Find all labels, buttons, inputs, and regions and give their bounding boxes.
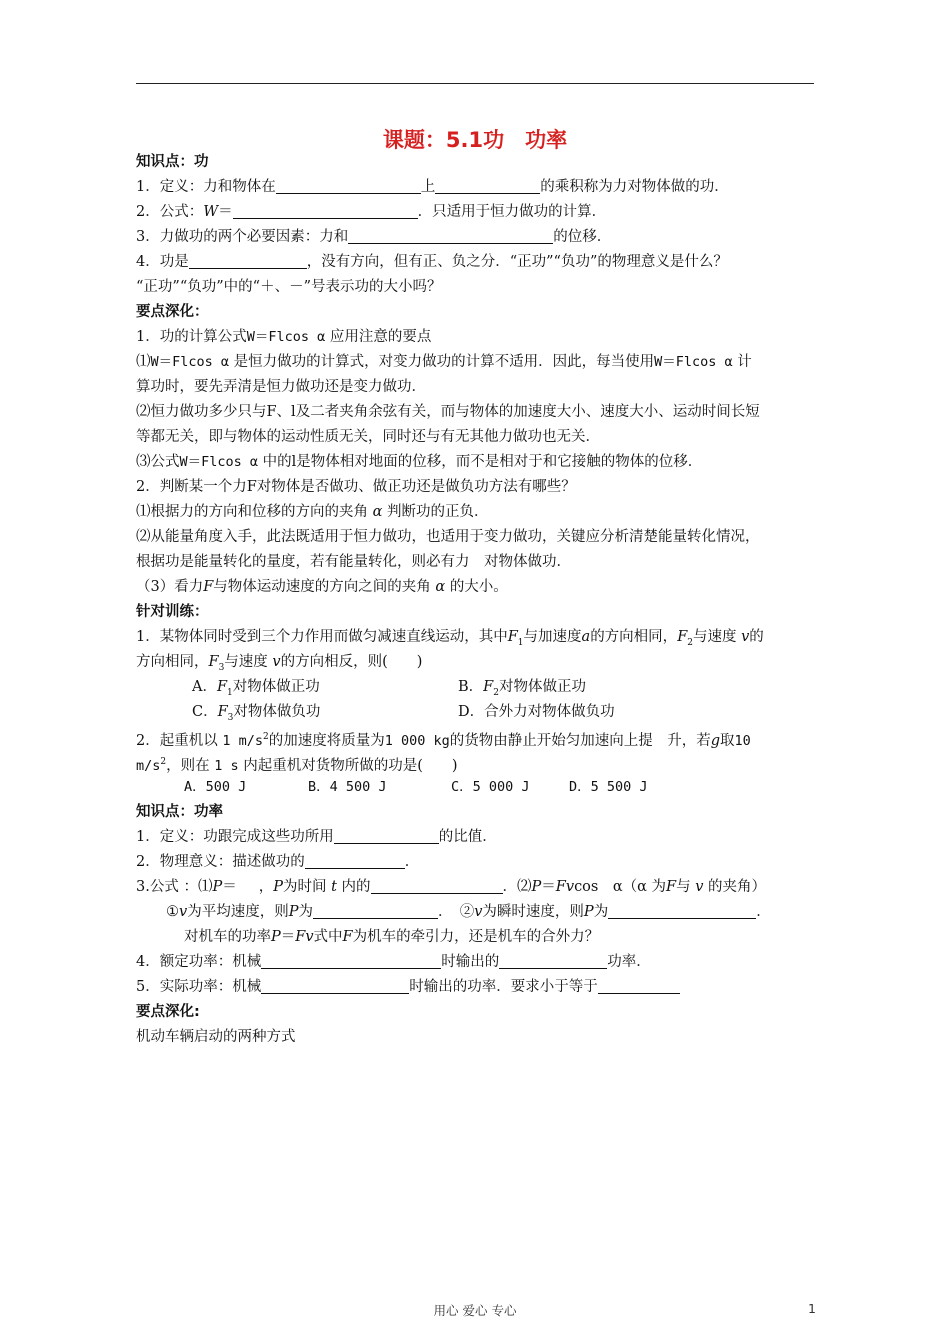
text-run: 内的 xyxy=(341,879,371,895)
text-run: ① xyxy=(166,904,179,920)
text-run: 3 xyxy=(227,712,234,723)
text-run: 功率． xyxy=(607,954,651,970)
text-run: ． ② xyxy=(437,904,475,920)
text-run: 2．起重机以 xyxy=(136,732,218,749)
text-run: F xyxy=(666,879,677,895)
text-run: F xyxy=(208,654,219,670)
blank xyxy=(233,202,418,219)
text-run: 为 xyxy=(593,904,609,920)
blank xyxy=(261,952,441,969)
option-a[interactable] xyxy=(192,675,458,700)
text-run: F xyxy=(217,704,228,720)
text-run: 2 xyxy=(493,687,499,698)
text-run: F xyxy=(342,929,353,945)
text-run: ，则在 xyxy=(166,757,210,774)
vehicle-startup-modes: 机动车辆启动的两种方式 xyxy=(136,1029,296,1045)
text-run: v xyxy=(695,879,704,895)
power-formula xyxy=(136,875,852,900)
key-point-1-3: ⑶公式W＝Flcos α 中的l是物体相对地面的位移，而不是相对于和它接触的物体的位移． xyxy=(136,454,703,470)
text-run: P xyxy=(271,929,281,945)
blank xyxy=(313,902,438,919)
blank xyxy=(305,852,405,869)
section-heading-key-points-2: 要点深化: xyxy=(136,1004,200,1020)
text-run: 对机车的功率 xyxy=(184,929,271,945)
text-run: v xyxy=(474,904,483,920)
text-run: 5．实际功率：机械 xyxy=(136,979,262,995)
key-point-1-2: ⑵恒力做功多少只与F、l及二者夹角余弦有关，而与物体的加速度大小、速度大小、运动时间长短 xyxy=(136,404,760,420)
text-run: ＝ xyxy=(541,879,556,895)
q2-option-a[interactable]: A．500 J xyxy=(184,779,247,795)
text-run: 2 xyxy=(160,757,167,767)
blank xyxy=(261,977,409,994)
rated-power xyxy=(136,950,852,975)
text-run: 时输出的功率．要求小于等于 xyxy=(409,979,598,995)
work-formula: 2．公式：W＝ ．只适用于恒力做功的计算． xyxy=(136,204,607,220)
question-1 xyxy=(136,625,852,650)
blank xyxy=(189,252,307,269)
blank xyxy=(499,952,607,969)
text-run: 1．某物体同时受到三个力作用而做匀减速直线运动，其中 xyxy=(136,629,508,645)
page-title: 课题：5.1功 功率 xyxy=(382,128,568,152)
text-run: cos α（α 为 xyxy=(574,879,667,895)
text-run: 的夹角） xyxy=(708,879,767,895)
text-run: ．⑵ xyxy=(502,879,532,895)
footer-motto: 用心 爱心 专心 xyxy=(433,1303,517,1318)
question-1-options-cd xyxy=(136,700,852,725)
text-run: A． xyxy=(192,679,217,695)
text-run: 对物体做负功 xyxy=(233,704,321,720)
section-heading-work: 知识点：功 xyxy=(136,154,209,170)
page-number: 1 xyxy=(808,1301,816,1316)
text-run: 式中 xyxy=(313,929,343,945)
text-run: 的比值． xyxy=(438,829,497,845)
text-run: P xyxy=(288,904,299,920)
text-run: 2 xyxy=(687,637,693,648)
work-scalar: 4．功是 ，没有方向，但有正、负之分．“正功”“负功”的物理意义是什么？ xyxy=(136,254,728,270)
text-run: 4．额定功率：机械 xyxy=(136,954,262,970)
text-run: 的方向相反，则( ) xyxy=(280,654,423,670)
text-run: v xyxy=(272,654,281,670)
text-run: 为瞬时速度，则 xyxy=(482,904,584,920)
text-run: 1 m/s xyxy=(222,732,263,749)
q2-option-b[interactable]: B．4 500 J xyxy=(308,779,387,795)
blank xyxy=(334,827,439,844)
work-factors: 3．力做功的两个必要因素：力和 的位移． xyxy=(136,229,612,245)
text-run: 的 xyxy=(749,629,764,645)
text-run: v xyxy=(179,904,188,920)
key-point-1-1: ⑴W＝Flcos α 是恒力做功的计算式，对变力做功的计算不适用．因此，每当使用W＝Flcos α 计 xyxy=(136,354,752,370)
text-run: 1 xyxy=(227,687,233,698)
text-run: C． xyxy=(192,704,218,720)
text-run: P xyxy=(583,904,594,920)
option-d[interactable]: D．合外力对物体做负功 xyxy=(458,704,615,720)
text-run: F xyxy=(677,629,688,645)
text-run: 的方向相同， xyxy=(590,629,678,645)
blank xyxy=(598,977,680,994)
section-heading-power: 知识点：功率 xyxy=(136,804,223,820)
text-run: P xyxy=(531,879,542,895)
text-run: g xyxy=(710,732,721,749)
question-1-cont xyxy=(136,650,852,675)
text-run: 1．定义：功跟完成这些功所用 xyxy=(136,829,334,845)
key-point-2-2-cont: 根据功是能量转化的量度，若有能量转化，则必有力 对物体做功． xyxy=(136,554,571,570)
blank xyxy=(348,227,553,244)
text-run: 2．物理意义：描述做功的 xyxy=(136,854,305,870)
text-run: 2 xyxy=(262,732,269,742)
text-run: 为机车的牵引力，还是机车的合外力？ xyxy=(352,929,600,945)
question-1-options-ab xyxy=(136,675,852,700)
text-run: ． xyxy=(756,904,771,920)
text-run: 10 xyxy=(734,732,751,749)
text-run: 与速度 xyxy=(692,629,737,645)
text-run: 为 xyxy=(298,904,313,920)
section-heading-key-points: 要点深化： xyxy=(136,304,209,320)
text-run: 1 xyxy=(517,637,524,648)
text-run: 与加速度 xyxy=(523,629,582,645)
text-run: ， xyxy=(258,879,274,895)
text-run: 为平均速度，则 xyxy=(187,904,289,920)
text-run: 对物体做正功 xyxy=(498,679,586,695)
text-run: B． xyxy=(458,679,484,695)
text-run: Fv xyxy=(555,879,575,895)
text-run: 1 s xyxy=(214,757,239,774)
work-sign-question: “正功”“负功”中的“＋、－”号表示功的大小吗？ xyxy=(136,279,442,295)
blank xyxy=(435,177,540,194)
text-run: 时输出的 xyxy=(441,954,500,970)
text-run: 内起重机对货物所做的功是( ) xyxy=(243,757,458,774)
question-2-cont xyxy=(136,750,852,775)
text-run: 与 xyxy=(676,879,691,895)
key-point-1-2-cont: 等都无关，即与物体的运动性质无关，同时还与有无其他力做功也无关． xyxy=(136,429,600,445)
text-run: P xyxy=(273,879,283,895)
text-run: a xyxy=(581,629,591,645)
text-run: ． xyxy=(404,854,420,870)
text-run: 取 xyxy=(720,732,735,749)
power-meaning xyxy=(136,850,852,875)
key-point-2-2: ⑵从能量角度入手，此法既适用于恒力做功，也适用于变力做功，关键应分析清楚能量转化情况， xyxy=(136,529,760,545)
text-run: 与速度 xyxy=(224,654,268,670)
blank xyxy=(276,177,421,194)
power-definition xyxy=(136,825,852,850)
key-point-1: 1．功的计算公式W＝Flcos α 应用注意的要点 xyxy=(136,329,432,345)
q2-option-c[interactable]: C．5 000 J xyxy=(451,779,530,795)
text-run: F xyxy=(216,679,228,695)
text-run: 方向相同， xyxy=(136,654,209,670)
option-b[interactable] xyxy=(458,675,586,700)
text-run: 为时间 xyxy=(282,879,327,895)
text-run: m/s xyxy=(136,757,161,774)
power-locomotive-question xyxy=(136,925,852,950)
text-run: 对物体做正功 xyxy=(232,679,320,695)
work-definition: 1．定义：力和物体在 上 的乘积称为力对物体做的功． xyxy=(136,179,729,195)
text-run: 的货物由静止开始匀加速向上提 升，若 xyxy=(449,732,711,749)
text-run: F xyxy=(507,629,518,645)
text-run: ＝ xyxy=(222,879,237,895)
text-run: F xyxy=(483,679,494,695)
text-run: 1 000 kg xyxy=(384,732,450,749)
header-rule xyxy=(136,83,814,84)
q2-option-d[interactable]: D．5 500 J xyxy=(569,779,648,795)
question-2 xyxy=(136,725,852,750)
blank xyxy=(608,902,756,919)
document-body xyxy=(136,150,852,1050)
actual-power xyxy=(136,975,852,1000)
text-run: 的加速度将质量为 xyxy=(268,732,385,749)
key-point-2-3: （3）看力F与物体运动速度的方向之间的夹角 α 的大小。 xyxy=(136,579,508,595)
text-run: 3 xyxy=(218,662,225,673)
text-run: P xyxy=(212,879,223,895)
text-run: 3.公式 ：⑴ xyxy=(136,879,213,895)
text-run: t xyxy=(331,879,337,895)
key-point-2-1: ⑴根据力的方向和位移的方向的夹角 α 判断功的正负． xyxy=(136,504,489,520)
text-run: ＝ xyxy=(280,929,296,945)
key-point-2: 2．判断某一个力F对物体是否做功、做正功还是做负功方法有哪些？ xyxy=(136,479,576,495)
key-point-1-1-cont: 算功时，要先弄清是恒力做功还是变力做功． xyxy=(136,379,426,395)
power-formula-cases xyxy=(136,900,852,925)
text-run: v xyxy=(741,629,750,645)
question-2-options xyxy=(136,775,852,800)
text-run: Fv xyxy=(295,929,314,945)
option-c[interactable] xyxy=(192,700,458,725)
blank xyxy=(371,877,503,894)
section-heading-exercises: 针对训练： xyxy=(136,604,209,620)
